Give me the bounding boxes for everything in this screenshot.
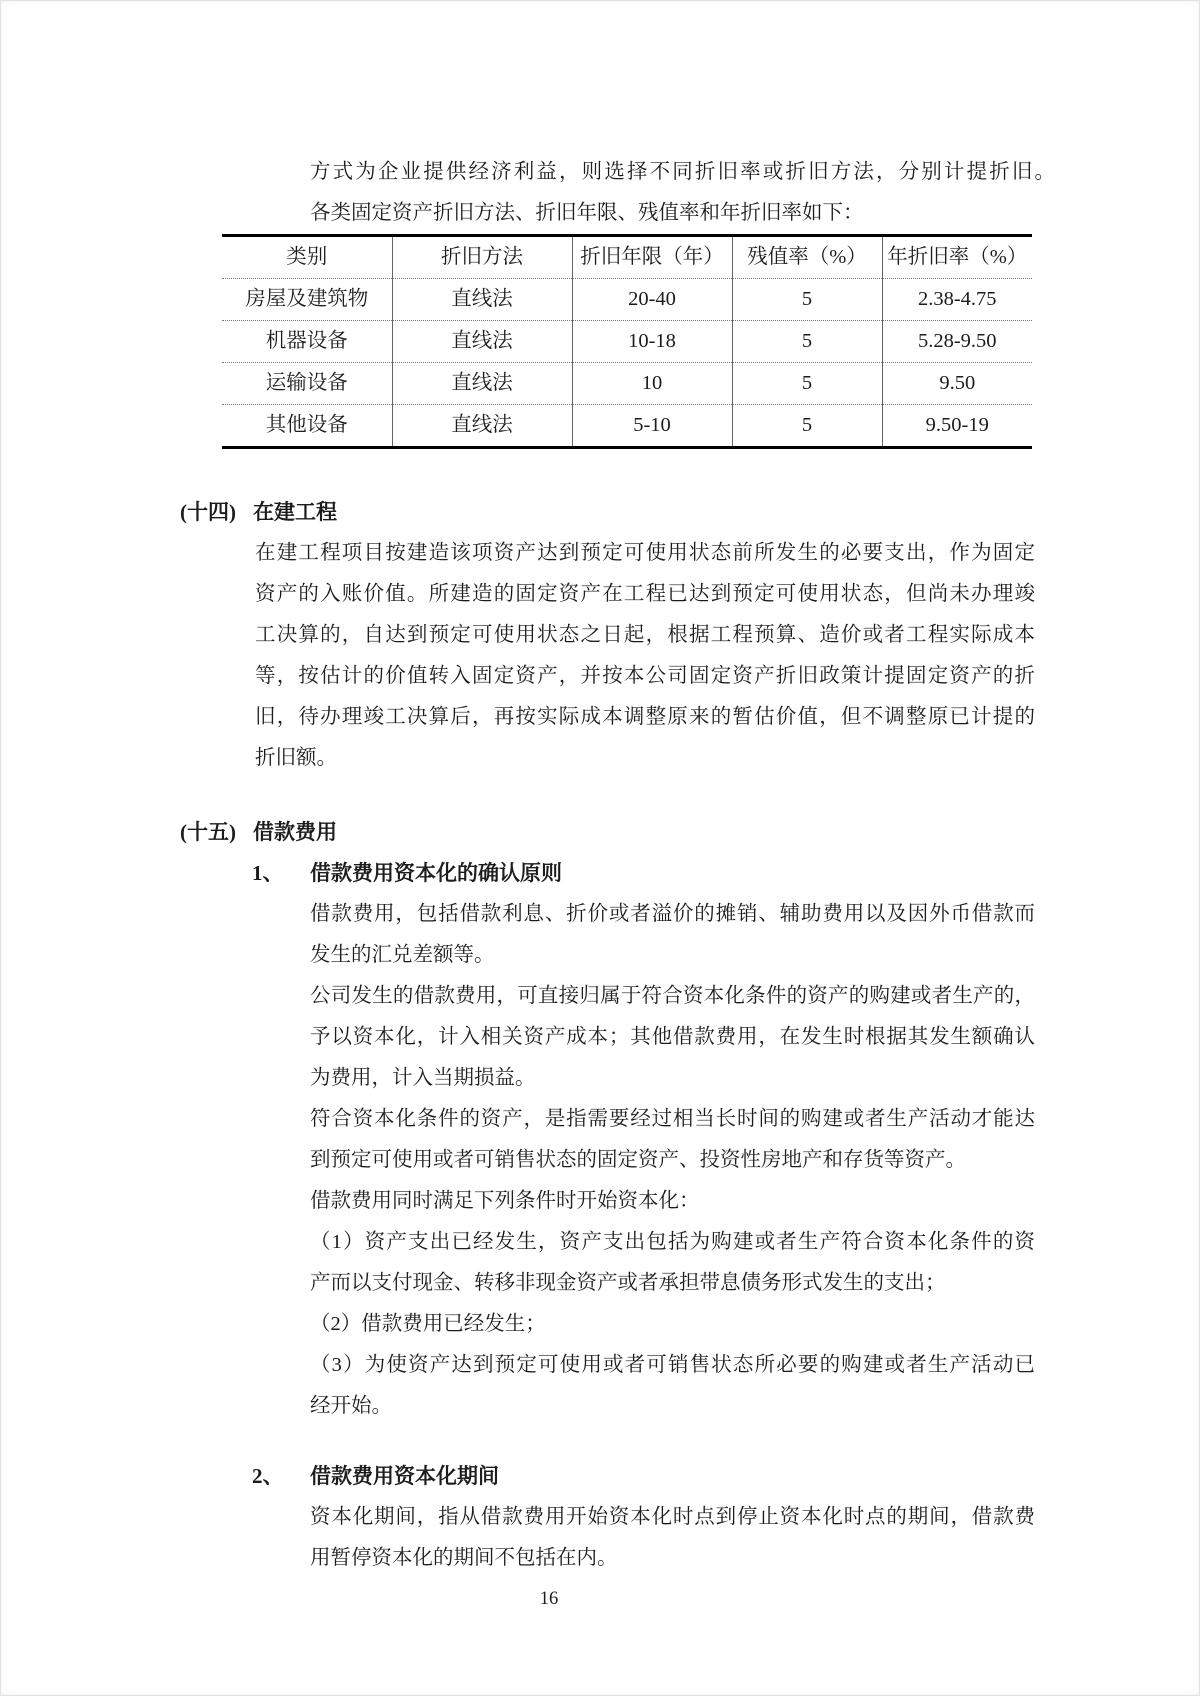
subsection-2-paragraph <box>310 1497 1035 1579</box>
text-line: 方式为企业提供经济利益，则选择不同折旧率或折旧方法，分别计提折旧。 <box>310 161 1055 183</box>
subsection-1-number: 1、 <box>252 861 284 885</box>
section-14-heading <box>180 492 1200 533</box>
section-14-paragraph <box>255 533 1035 779</box>
subsection-1-title: 借款费用资本化的确认原则 <box>310 861 562 885</box>
text-line: 符合资本化条件的资产，是指需要经过相当长时间的购建或者生产活动才能达 <box>310 1108 1035 1130</box>
text-line: 用暂停资本化的期间不包括在内。 <box>310 1547 618 1569</box>
table-header-cell: 类别 <box>222 236 392 279</box>
table-cell: 10-18 <box>572 321 732 363</box>
table-cell: 5.28-9.50 <box>882 321 1032 363</box>
text-line: 各类固定资产折旧方法、折旧年限、残值率和年折旧率如下： <box>310 202 864 224</box>
table-header-row <box>222 236 1032 279</box>
intro-paragraph <box>310 152 1055 234</box>
text-line: 工决算的，自达到预定可使用状态之日起，根据工程预算、造价或者工程实际成本 <box>255 624 1035 646</box>
text-line: 公司发生的借款费用，可直接归属于符合资本化条件的资产的购建或者生产的， <box>310 985 1035 1007</box>
text-line: 为费用，计入当期损益。 <box>310 1067 536 1089</box>
table-cell: 20-40 <box>572 279 732 321</box>
table-cell: 9.50 <box>882 363 1032 405</box>
table-cell: 5-10 <box>572 405 732 448</box>
section-15-heading <box>180 812 1200 853</box>
table-cell: 其他设备 <box>265 414 348 436</box>
table-body <box>222 279 1032 448</box>
text-line: 借款费用，包括借款利息、折价或者溢价的摊销、辅助费用以及因外币借款而 <box>310 903 1035 925</box>
subsection-1-paragraph <box>310 1345 1035 1427</box>
table-cell: 10 <box>572 363 732 405</box>
table-cell: 5 <box>732 405 882 448</box>
subsection-1-paragraph <box>310 1304 1035 1345</box>
table-row <box>222 405 1032 448</box>
text-line: 予以资本化，计入相关资产成本；其他借款费用，在发生时根据其发生额确认 <box>310 1026 1035 1048</box>
table-header-cell: 年折旧率（%） <box>882 236 1032 279</box>
section-14-number: (十四) <box>180 500 236 524</box>
text-line: （2）借款费用已经发生； <box>310 1313 546 1335</box>
table-cell: 运输设备 <box>222 363 392 405</box>
text-line: 产而以支付现金、转移非现金资产或者承担带息债务形式发生的支出； <box>310 1272 946 1294</box>
table-cell: 5 <box>732 279 882 321</box>
table-header-cell: 折旧年限（年） <box>572 236 732 279</box>
section-15-number: (十五) <box>180 820 236 844</box>
subsection-1-paragraph <box>310 1099 1035 1181</box>
text-line: 折旧额。 <box>255 747 337 769</box>
text-line: 发生的汇兑差额等。 <box>310 944 495 966</box>
table-head <box>222 236 1032 279</box>
text-line: 旧，待办理竣工决算后，再按实际成本调整原来的暂估价值，但不调整原已计提的 <box>255 706 1035 728</box>
text-line: 借款费用同时满足下列条件时开始资本化： <box>310 1190 700 1212</box>
subsection-1-paragraph <box>310 894 1035 976</box>
subsection-2-number: 2、 <box>252 1464 284 1488</box>
section-14-title: 在建工程 <box>253 500 337 524</box>
table-cell: 5 <box>732 363 882 405</box>
table-row <box>222 363 1032 405</box>
table-cell: 房屋及建筑物 <box>222 279 392 321</box>
text-line: 等，按估计的价值转入固定资产，并按本公司固定资产折旧政策计提固定资产的折 <box>255 665 1035 687</box>
table-cell: 5 <box>732 321 882 363</box>
table-cell: 直线法 <box>392 321 572 363</box>
text-line: 在建工程项目按建造该项资产达到预定可使用状态前所发生的必要支出，作为固定 <box>255 542 1035 564</box>
text-line: 到预定可使用或者可销售状态的固定资产、投资性房地产和存货等资产。 <box>310 1149 966 1171</box>
text-line: （3）为使资产达到预定可使用或者可销售状态所必要的购建或者生产活动已 <box>310 1354 1035 1376</box>
text-line: 经开始。 <box>310 1395 392 1417</box>
text-line: 资本化期间，指从借款费用开始资本化时点到停止资本化时点的期间，借款费 <box>310 1506 1035 1528</box>
text-line: 资产的入账价值。所建造的固定资产在工程已达到预定可使用状态，但尚未办理竣 <box>255 583 1035 605</box>
subsection-2-heading <box>252 1456 1200 1497</box>
section-15-title: 借款费用 <box>253 820 337 844</box>
subsection-1-heading <box>252 853 1200 894</box>
table-header-cell: 残值率（%） <box>732 236 882 279</box>
subsection-1-paragraph <box>310 976 1035 1099</box>
subsection-1-paragraph <box>310 1181 1035 1222</box>
page-number: 16 <box>539 1589 559 1609</box>
subsection-2-title: 借款费用资本化期间 <box>310 1464 499 1488</box>
table-row <box>222 321 1032 363</box>
table-cell: 直线法 <box>392 405 572 448</box>
table-cell: 直线法 <box>392 279 572 321</box>
table-header-cell: 折旧方法 <box>392 236 572 279</box>
table-cell: 2.38-4.75 <box>882 279 1032 321</box>
table-cell: 9.50-19 <box>882 405 1032 448</box>
subsection-1-paragraph <box>310 1222 1035 1304</box>
text-line: （1）资产支出已经发生，资产支出包括为购建或者生产符合资本化条件的资 <box>310 1231 1035 1253</box>
table-cell: 机器设备 <box>222 321 392 363</box>
table-row <box>222 279 1032 321</box>
table-cell: 直线法 <box>392 363 572 405</box>
depreciation-table <box>222 234 1032 449</box>
